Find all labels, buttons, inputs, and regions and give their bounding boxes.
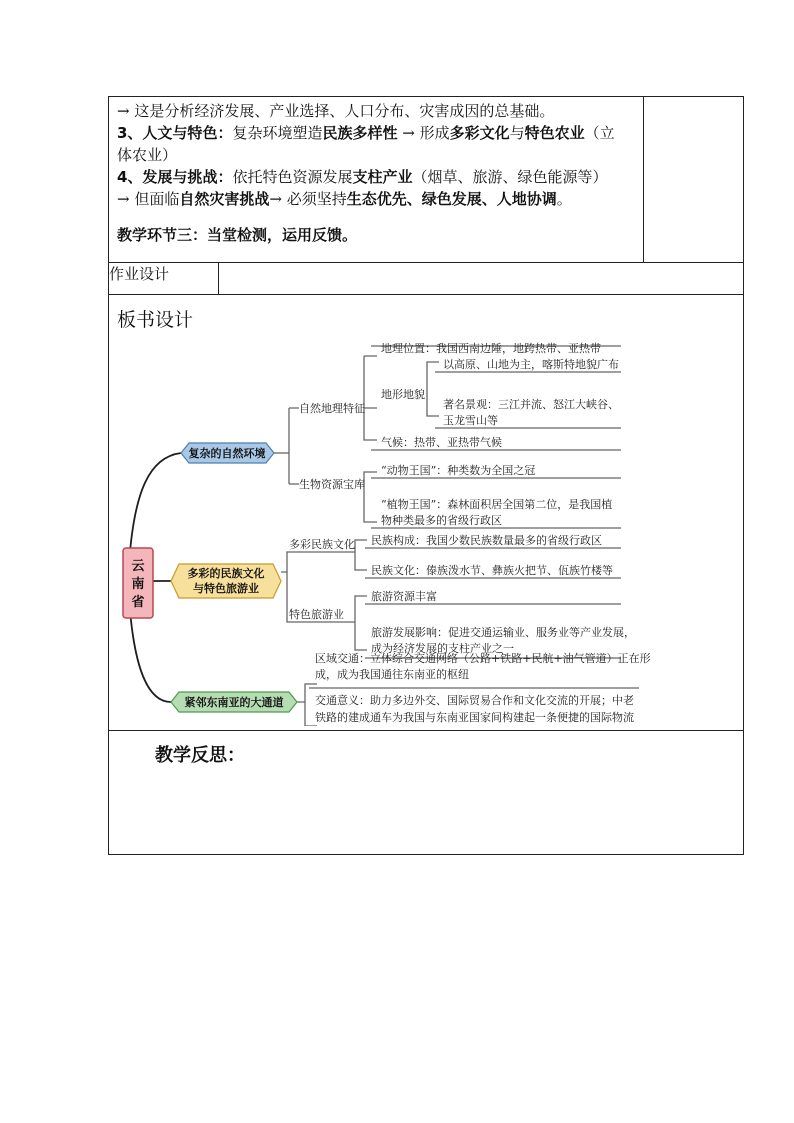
b1-s1-bracket [364, 356, 377, 440]
b1-sub-bio: 生物资源宝库 [299, 478, 365, 491]
b1-plant-a: “植物王国”：森林面积居全国第二位，是我国植 [381, 498, 613, 511]
reflection-label: 教学反思： [155, 745, 245, 766]
b2-sub-tourism: 特色旅游业 [289, 608, 344, 621]
homework-row [109, 263, 744, 295]
reflection-cell [109, 731, 744, 855]
root-label-3: 省 [131, 595, 145, 610]
b1-terrain-2b: 玉龙雪山等 [443, 414, 498, 427]
teaching-process-row [109, 97, 744, 263]
b2-sub-culture: 多彩民族文化 [289, 538, 355, 551]
mindmap-diagram [109, 332, 743, 726]
b2-label-1: 多彩的民族文化 [187, 567, 265, 580]
b2-tourism-impact-a: 旅游发展影响：促进交通运输业、服务业等产业发展， [371, 626, 635, 639]
teaching-process-cell [109, 97, 644, 263]
b1-plant-b: 物种类最多的省级行政区 [381, 514, 502, 527]
terrain-bracket [427, 362, 439, 416]
board-title: 板书设计 [117, 309, 194, 331]
b1-terrain-1: 以高原、山地为主，喀斯特地貌广布 [443, 358, 619, 371]
b2-ethnic: 民族构成：我国少数民族数量最多的省级行政区 [371, 534, 602, 547]
board-design-row [109, 295, 744, 731]
b3-significance-b: 铁路的建成通车为我国与东南亚国家间构建起一条便捷的国际物流 [315, 711, 634, 724]
board-design-cell [109, 295, 744, 731]
text-line-6: 教学环节三：当堂检测，运用反馈。 [117, 226, 358, 244]
b1-location: 地理位置：我国西南边陲，地跨热带、亚热带 [381, 342, 601, 355]
root-label-1: 云 [131, 559, 145, 574]
b3-significance-a: 交通意义：助力多边外交、国际贸易合作和文化交流的开展；中老 [315, 694, 634, 707]
b3-transport-b: 成，成为我国通往东南亚的枢纽 [315, 668, 469, 681]
lesson-plan-table [108, 96, 744, 855]
b1-terrain-2a: 著名景观：三江并流、怒江大峡谷、 [443, 398, 619, 411]
text-line-3: 体农业） [117, 146, 178, 164]
b2-label-2: 与特色旅游业 [193, 582, 259, 595]
root-label-2: 南 [131, 577, 145, 592]
b2-tourism-impact-b: 成为经济发展的支柱产业之一 [371, 642, 514, 655]
text-line-1: → 这是分析经济发展、产业选择、人口分布、灾害成因的总基础。 [117, 102, 555, 120]
b3-label: 紧邻东南亚的大通道 [184, 696, 284, 709]
text-line-4: 4、发展与挑战：依托特色资源发展支柱产业（烟草、旅游、绿色能源等） [117, 168, 608, 186]
homework-label: 作业设计 [109, 263, 219, 295]
text-line-2: 3、人文与特色：复杂环境塑造民族多样性 → 形成多彩文化与特色农业（立 [117, 124, 615, 142]
reflection-row [109, 731, 744, 855]
b1-label: 复杂的自然环境 [188, 447, 266, 460]
b3-bracket [297, 684, 317, 726]
b1-s2-bracket [364, 472, 377, 522]
b3-transport-a: 区域交通：立体综合交通网络（公路+铁路+民航+油气管道）正在形 [315, 652, 651, 665]
b1-climate: 气候：热带、亚热带气候 [381, 436, 502, 449]
b2-tourism-res: 旅游资源丰富 [371, 590, 437, 603]
b1-animal: “动物王国”：种类数为全国之冠 [381, 464, 536, 477]
b1-terrain: 地形地貌 [381, 388, 425, 401]
b2-festivals: 民族文化：傣族泼水节、彝族火把节、佤族竹楼等 [371, 564, 613, 577]
homework-content-cell [219, 263, 744, 295]
notes-cell [644, 97, 744, 263]
b1-sub-physical: 自然地理特征 [299, 402, 365, 415]
text-line-5: → 但面临自然灾害挑战→ 必须坚持生态优先、绿色发展、人地协调。 [117, 190, 572, 208]
